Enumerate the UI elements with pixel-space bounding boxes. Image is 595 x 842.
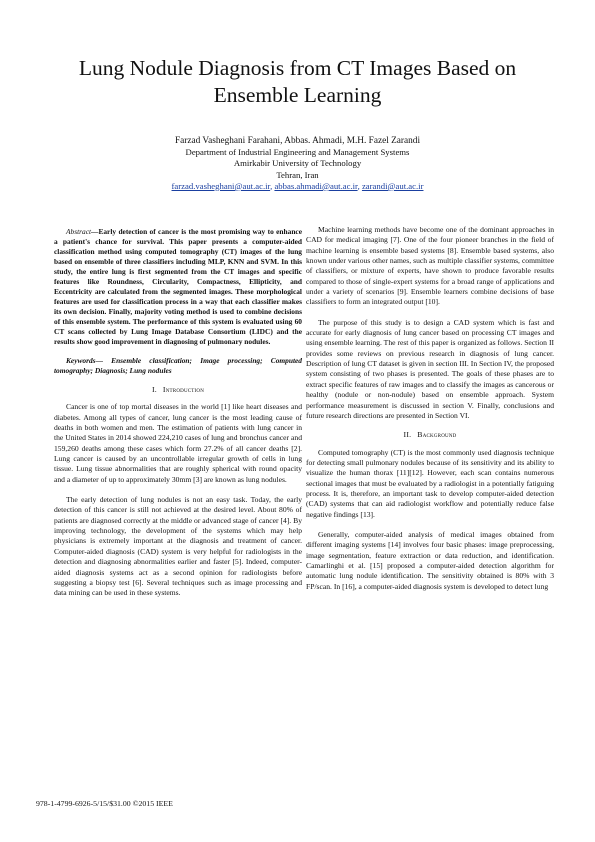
paragraph: Generally, computer-aided analysis of medical images obtained from different imaging systems [14] involves four basic phases: image preprocessing, image segmentation, feature extraction or data reduction, and identification. Camarlinghi et al. [15] proposed a computer-aided detection algorithm for automatic lung nodule identification. The sensitivity obtained is 80% with 3 FP/scan. In [16], a computer-aided diagnosis system is developed to detect lung — [306, 529, 554, 591]
affiliation-city: Tehran, Iran — [276, 169, 319, 180]
email-link[interactable]: farzad.vasheghani@aut.ac.ir — [171, 180, 271, 191]
author-emails — [40, 181, 555, 192]
copyright-footer: 978-1-4799-6926-5/15/$31.00 ©2015 IEEE — [36, 799, 173, 808]
affiliation-university: Amirkabir University of Technology — [233, 158, 362, 169]
abstract — [54, 227, 302, 347]
abstract-label: Abstract — [66, 227, 92, 236]
author-block — [40, 136, 555, 192]
keywords: Keywords— Ensemble classification; Image processing; Computed tomography; Diagnosis; Lung nodules — [54, 356, 302, 375]
left-column — [54, 227, 302, 599]
section-heading-introduction — [54, 385, 302, 395]
section-title: Background — [417, 430, 457, 440]
paragraph: The purpose of this study is to design a CAD system which is fast and accurate for early diagnosis of lung cancer based on processing CT images and using ensemble learning. The rest of this paper is organized as follows. Section II provides some reviews on previous research in diagnosis of lung cancer. Description of lung CT dataset is given in section III. In Section IV, the proposed system consisting of two phases is presented. The goals of these phases are to extract specific features of raw images and to classify the images as cancerous or healthy (nodule or non-nodule) based on ensemble approach. System performance measurement is discussed in section V. Finally, conclusions and future research directions are presented in Section VI. — [306, 317, 554, 420]
email-separator: , — [270, 180, 275, 191]
paragraph: The early detection of lung nodules is not an easy task. Today, the early detection of this cancer is still not achieved at the desired level. About 80% of patients are diagnosed correctly at the middle or advanced stage of cancer [4]. By improving technology, the development of the systems which may help physicians is extremely important at the diagnosis and treatment of cancer. Computer-aided diagnosis (CAD) system is very helpful for radiologists in the detection and diagnosing abnormalities earlier and faster [5]. Indeed, computer-aided diagnosis systems act as a second opinion for radiologists before suggesting a biopsy test [6]. Several techniques such as image processing and data mining can be used in these systems. — [54, 495, 302, 598]
paragraph: Computed tomography (CT) is the most commonly used diagnosis technique for detecting small pulmonary nodules because of its sensitivity and its ability to visualize the human thorax [11][12]. However, each scan contains numerous sectional images that must be evaluated by a radiologist in a potentially fatiguing process. It is, therefore, an important task to develop computer-aided detection (CAD) systems that can aid radiologist workflow and potentially reduce false negative findings [13]. — [306, 447, 554, 519]
author-names: Farzad Vasheghani Farahani, Abbas. Ahmadi, M.H. Fazel Zarandi — [174, 136, 421, 146]
section-number: II. — [403, 430, 412, 440]
section-heading-background — [306, 430, 554, 440]
paragraph: Cancer is one of top mortal diseases in the world [1] like heart diseases and diabetes. Among all types of cancer, lung cancer is the most leading cause of deaths in both women and men. The estimation of patients with lung cancer in the United States in 2014 showed 224,210 cases of lung and bronchus cancer and 159,260 deaths among these cases which form 27.2% of all cancer deaths [2]. Lung cancer is caused by an uncontrollable irregular growth of cells in lung tissue. Lung tissue abnormalities that are roughly spherical with round opacity and a diameter of up to approximately 30mm [3] are known as lung nodules. — [54, 402, 302, 484]
right-column — [306, 225, 554, 592]
paper-title: Lung Nodule Diagnosis from CT Images Based on Ensemble Learning — [78, 56, 517, 107]
email-separator: , — [357, 180, 362, 191]
abstract-text: —Early detection of cancer is the most promising way to enhance a patient's chance for survival. This paper presents a computer-aided classification method using computed tomography (CT) images of the lung based on ensemble of three classifiers including MLP, KNN and SVM. In this study, the entire lung is first segmented from the CT images and specific features like Roundness, Circularity, Compactness, Ellipticity, and Eccentricity are calculated from the segmented images. These morphological features are used for classification process in a way that each classifier makes its own decision. Finally, majority voting method is used to combine decisions of this ensemble system. The performance of this system is evaluated using 60 CT scans collected by Lung Image Database Consortium (LIDC) and the results show good improvement in diagnosing of pulmonary nodules. — [54, 227, 302, 346]
section-title: Introduction — [162, 385, 205, 394]
email-link[interactable]: abbas.ahmadi@aut.ac.ir — [274, 180, 358, 191]
paragraph: Machine learning methods have become one of the dominant approaches in CAD for medical imaging [7]. One of the four pioneer branches in the field of machine learning is ensemble based systems [8]. Ensemble based systems, also known under various other names, such as multiple classifier systems, committee of classifiers, or mixture of experts, have shown to produce favorable results compared to those of single-expert systems for a broad range of applications and under a variety of scenarios [9]. Ensemble learners combine decisions of base classifiers to form an integrated output [10]. — [306, 225, 554, 307]
affiliation-department: Department of Industrial Engineering and Management Systems — [185, 147, 410, 158]
email-link[interactable]: zarandi@aut.ac.ir — [361, 180, 424, 191]
section-number: I. — [151, 385, 157, 394]
